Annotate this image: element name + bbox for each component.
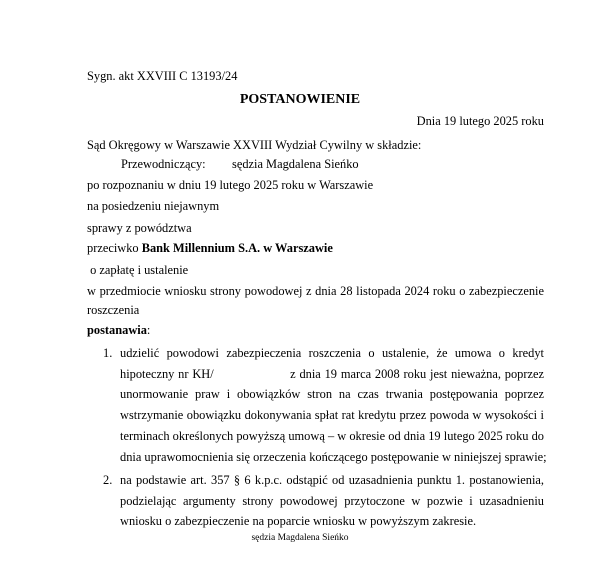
item-1-line: wstrzymanie obowiązku dokonywania spłat rat kredytu przez powoda w wysokości i: [120, 408, 544, 422]
decides-label: postanawia: [87, 323, 147, 337]
case-info: sprawy z powództwa: [87, 221, 192, 235]
item-1-number: 1.: [103, 346, 113, 360]
session-info: na posiedzeniu niejawnym: [87, 199, 220, 213]
item-1-line: udzielić powodowi zabezpieczenia roszczenia o ustalenie, że umowa o kredyt: [120, 346, 544, 360]
defendant-line: [87, 240, 333, 256]
defendant-name: Bank Millennium S.A. w Warszawie: [141, 241, 333, 255]
item-2-line: wniosku o zabezpieczenie na poparcie wniosku w powyższym zakresie.: [120, 514, 477, 528]
case-signature: Sygn. akt XXVIII C 13193/24: [87, 69, 238, 83]
hearing-info: po rozpoznaniu w dniu 19 lutego 2025 roku w Warszawie: [87, 178, 374, 192]
item-2-line: podzielając argumenty strony powodowej przytoczone w pozwie i uzasadnieniu: [120, 494, 544, 508]
judge-signature: sędzia Magdalena Sieńko: [251, 533, 349, 543]
decision-date: Dnia 19 lutego 2025 roku: [416, 114, 544, 128]
presiding-judge: sędzia Magdalena Sieńko: [232, 157, 359, 171]
item-1-line: dnia uprawomocnienia się orzeczenia kończącego postępowanie w niniejszej sprawie;: [120, 450, 547, 464]
presiding-label: Przewodniczący:: [121, 157, 206, 171]
item-1-line: terminach określonych powyższą umową – w okresie od dnia 19 lutego 2025 roku do: [120, 429, 544, 443]
subject-line: o zapłatę i ustalenie: [87, 263, 189, 277]
item-2-line: na podstawie art. 357 § 6 k.p.c. odstąpić od uzasadnienia punktu 1. postanowienia,: [120, 473, 544, 487]
item-1-line: hipoteczny nr KH/ z dnia 19 marca 2008 roku jest nieważna, poprzez: [120, 367, 544, 381]
item-2-number: 2.: [103, 473, 113, 487]
motion-line-1: w przedmiocie wniosku strony powodowej z dnia 28 listopada 2024 roku o zabezpieczenie: [87, 284, 544, 298]
decides-colon: :: [146, 323, 151, 337]
court-composition: Sąd Okręgowy w Warszawie XXVIII Wydział Cywilny w składzie:: [87, 138, 422, 152]
motion-line-2: roszczenia: [87, 303, 140, 317]
document-title: POSTANOWIENIE: [239, 92, 361, 107]
item-1-line: unormowanie praw i obowiązków stron na czas trwania postępowania poprzez: [120, 387, 544, 401]
against-prefix: przeciwko: [87, 241, 142, 255]
decides-line: [87, 322, 150, 338]
